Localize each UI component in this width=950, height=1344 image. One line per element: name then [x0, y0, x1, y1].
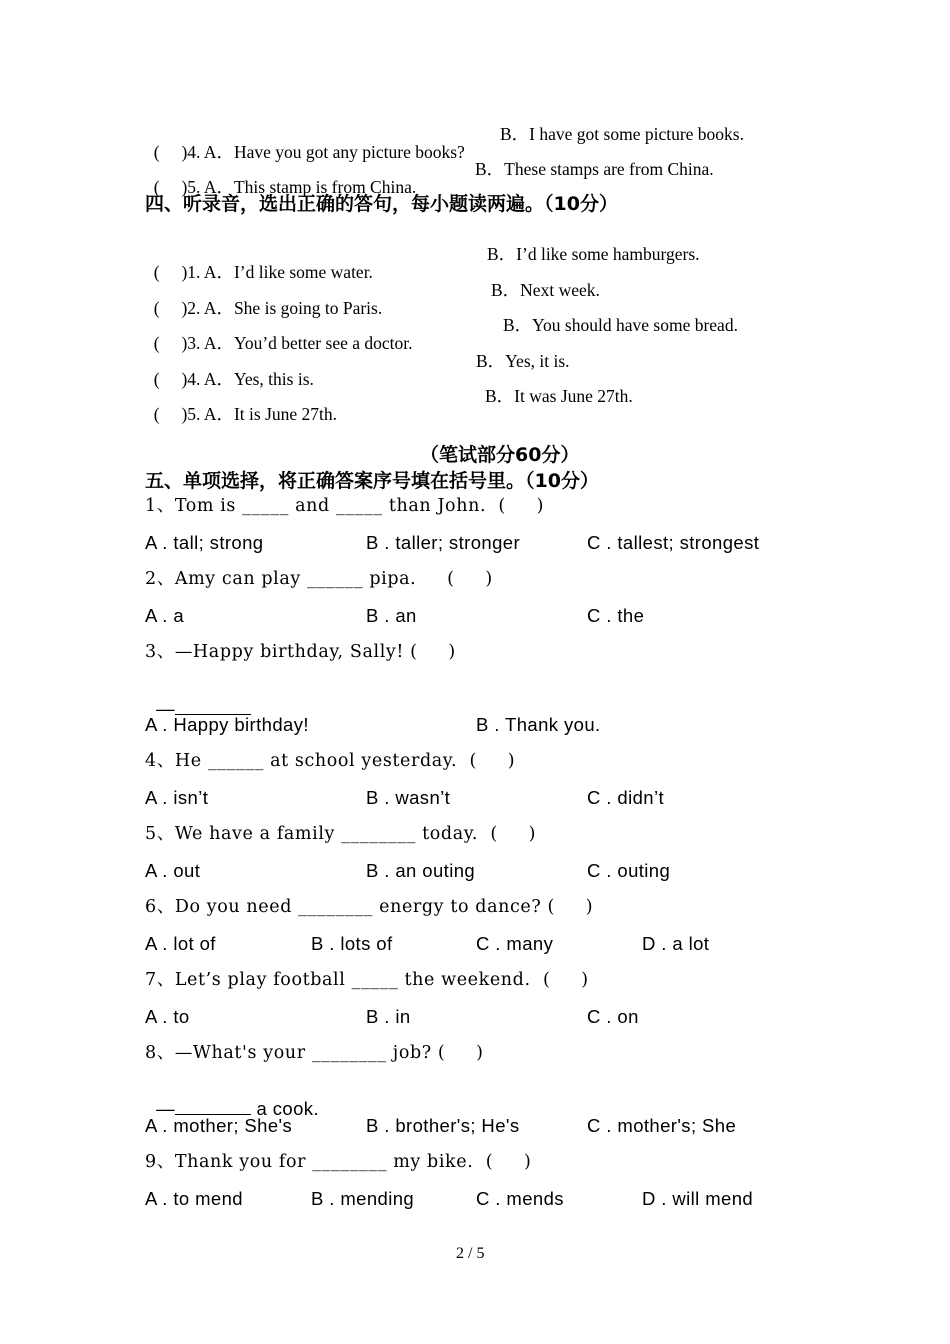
q8-reply-line: [145, 1081, 319, 1118]
option-b: B．I have got some picture books.: [500, 124, 744, 144]
answer-paren: ( ): [153, 332, 188, 353]
question-5: 5、We have a family ________ today. ( ): [145, 824, 537, 844]
answer-paren: ( ): [153, 176, 188, 197]
q3-reply-line: [145, 681, 251, 718]
option-b: B．These stamps are from China.: [475, 159, 714, 179]
question-1: 1、Tom is _____ and _____ than John. ( ): [145, 496, 545, 516]
listening-item-row: [145, 161, 416, 196]
answer-paren: ( ): [153, 368, 188, 389]
q4-option-a: A . isn’t: [145, 787, 209, 808]
q4-option-c: C . didn’t: [587, 787, 665, 808]
option-a: 4. A．Yes, this is.: [187, 368, 314, 389]
q7-option-a: A . to: [145, 1006, 190, 1027]
q6-option-c: C . many: [476, 933, 554, 954]
q1-option-b: B . taller; stronger: [366, 532, 521, 553]
q7-option-c: C . on: [587, 1006, 639, 1027]
q1-option-a: A . tall; strong: [145, 532, 264, 553]
q6-option-a: A . lot of: [145, 933, 216, 954]
question-6: 6、Do you need ________ energy to dance? ( ): [145, 897, 594, 917]
q8-option-a: A . mother; She's: [145, 1115, 293, 1136]
listening-item-row: [145, 317, 412, 352]
question-4: 4、He ______ at school yesterday. ( ): [145, 751, 516, 771]
listening-item-row: [145, 388, 337, 423]
option-a: 4. A．Have you got any picture books?: [187, 141, 465, 162]
section-4-title: 四、听录音，选出正确的答句，每小题读两遍。（10分）: [145, 193, 618, 215]
q4-option-b: B . wasn’t: [366, 787, 451, 808]
q3-option-b: B . Thank you.: [476, 714, 601, 735]
q2-option-a: A . a: [145, 605, 185, 626]
option-b: B．I’d like some hamburgers.: [487, 244, 700, 264]
option-a: 5. A．This stamp is from China.: [187, 176, 417, 197]
answer-paren: ( ): [153, 403, 188, 424]
q5-option-c: C . outing: [587, 860, 671, 881]
reply-tail: a cook.: [251, 1097, 319, 1119]
question-7: 7、Let’s play football _____ the weekend. ( ): [145, 970, 589, 990]
q2-option-b: B . an: [366, 605, 417, 626]
reply-dash: —: [156, 1097, 175, 1119]
option-a: 2. A．She is going to Paris.: [187, 297, 383, 318]
q9-option-c: C . mends: [476, 1188, 564, 1209]
listening-item-row: [145, 126, 465, 161]
q8-option-c: C . mother's; She: [587, 1115, 737, 1136]
answer-paren: ( ): [153, 141, 188, 162]
option-a: 1. A．I’d like some water.: [187, 261, 373, 282]
q8-option-b: B . brother's; He's: [366, 1115, 520, 1136]
listening-item-row: [145, 353, 314, 388]
option-b: B．It was June 27th.: [485, 386, 633, 406]
question-2: 2、Amy can play ______ pipa. ( ): [145, 569, 493, 589]
q9-option-d: D . will mend: [642, 1188, 754, 1209]
option-b: B．You should have some bread.: [503, 315, 738, 335]
q2-option-c: C . the: [587, 605, 645, 626]
q9-option-a: A . to mend: [145, 1188, 243, 1209]
q1-option-c: C . tallest; strongest: [587, 532, 760, 553]
question-3: 3、—Happy birthday, Sally! ( ): [145, 642, 456, 662]
option-a: 5. A．It is June 27th.: [187, 403, 338, 424]
written-part-title: （笔试部分60分）: [420, 444, 580, 466]
q5-option-a: A . out: [145, 860, 201, 881]
page-number: 2 / 5: [456, 1245, 485, 1262]
question-8: 8、—What's your ________ job? ( ): [145, 1043, 484, 1063]
q6-option-d: D . a lot: [642, 933, 710, 954]
q7-option-b: B . in: [366, 1006, 411, 1027]
q5-option-b: B . an outing: [366, 860, 476, 881]
q3-option-a: A . Happy birthday!: [145, 714, 309, 735]
answer-paren: ( ): [153, 297, 188, 318]
reply-dash: —: [156, 697, 175, 719]
answer-paren: ( ): [153, 261, 188, 282]
listening-item-row: [145, 246, 373, 281]
q6-option-b: B . lots of: [311, 933, 393, 954]
q9-option-b: B . mending: [311, 1188, 415, 1209]
question-9: 9、Thank you for ________ my bike. ( ): [145, 1152, 532, 1172]
option-b: B．Next week.: [491, 280, 600, 300]
option-b: B．Yes, it is.: [476, 351, 570, 371]
section-5-title: 五、单项选择，将正确答案序号填在括号里。（10分）: [145, 470, 599, 492]
listening-item-row: [145, 282, 382, 317]
option-a: 3. A．You’d better see a doctor.: [187, 332, 413, 353]
